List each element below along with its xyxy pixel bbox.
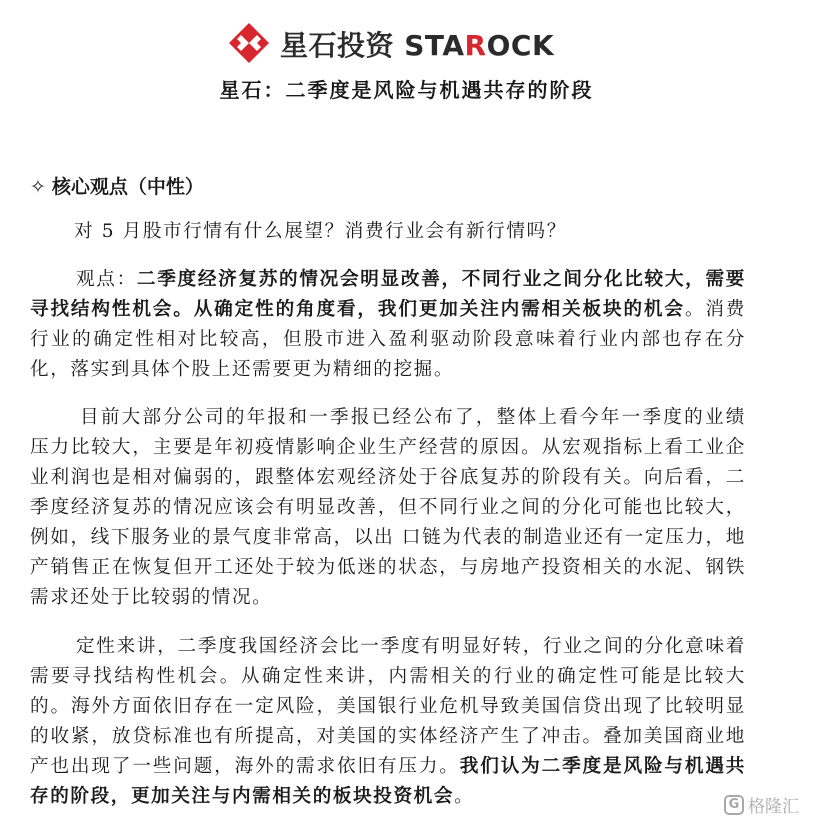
conclusion-end: 。	[454, 786, 475, 807]
conclusion-bold: 我们认为二季度是风险与机遇共存的阶段，更加关注与内需相关的板块投资机会	[30, 756, 746, 807]
brand-en-3: OCK	[486, 29, 555, 62]
brand-en-1: STA	[404, 29, 465, 62]
header	[0, 22, 813, 64]
section-heading-text: 核心观点（中性）	[51, 176, 204, 198]
viewpoint-prefix: 观点：	[76, 269, 137, 290]
analysis-paragraph: 目前大部分公司的年报和一季报已经公布了，整体上看今年一季度的业绩压力比较大，主要是年初疫情影响企业生产经营的原因。从宏观指标上看工业企业利润也是相对偏弱的，跟整体宏观经济处于谷底复苏的阶段有关。向后看，二季度经济复苏的情况应该会有明显改善，但不同行业之间的分化可能也比较大，例如，线下服务业的景气度非常高，以出 口链为代表的制造业还有一定压力，地产销售正在恢复但开工还处于较为低迷的状态，与房地产投资相关的水泥、钢铁需求还处于比较弱的情况。	[30, 407, 746, 608]
section-heading	[30, 172, 204, 199]
diamond-icon: ✧	[30, 176, 46, 198]
gelonghui-logo-icon: G	[724, 795, 744, 815]
conclusion-text: 定性来讲，二季度我国经济会比一季度有明显好转，行业之间的分化意味着需要寻找结构性机会。从确定性来讲，内需相关的行业的确定性可能是比较大的。海外方面依旧存在一定风险，美国银行业危机导致美国信贷出现了比较明显的收紧，放贷标准也有所提高，对美国的实体经济产生了冲击。叠加美国商业地产也出现了一些问题，海外的需求依旧有压力。	[30, 636, 746, 777]
conclusion-paragraph	[30, 632, 746, 812]
brand-cn: 星石投资	[280, 29, 395, 62]
gelonghui-watermark	[724, 792, 799, 817]
viewpoint-paragraph	[30, 265, 746, 385]
viewpoint-bold: 二季度经济复苏的情况会明显改善，不同行业之间分化比较大，需要寻找结构性机会。从确定性的角度看，我们更加关注内需相关板块的机会	[30, 269, 746, 320]
starock-logo-icon	[228, 22, 270, 64]
gelonghui-text: 格隆汇	[748, 797, 799, 817]
brand-name	[280, 24, 554, 64]
page-title: 星石：二季度是风险与机遇共存的阶段	[219, 78, 594, 102]
viewpoint-rest: 。消费行业的确定性相对比较高，但股市进入盈利驱动阶段意味着行业内部也存在分化，落实到具体个股上还需要更为精细的挖掘。	[30, 299, 746, 380]
question-paragraph: 对 5 月股市行情有什么展望？消费行业会有新行情吗？	[74, 221, 567, 242]
brand-en-2: R	[464, 29, 487, 62]
